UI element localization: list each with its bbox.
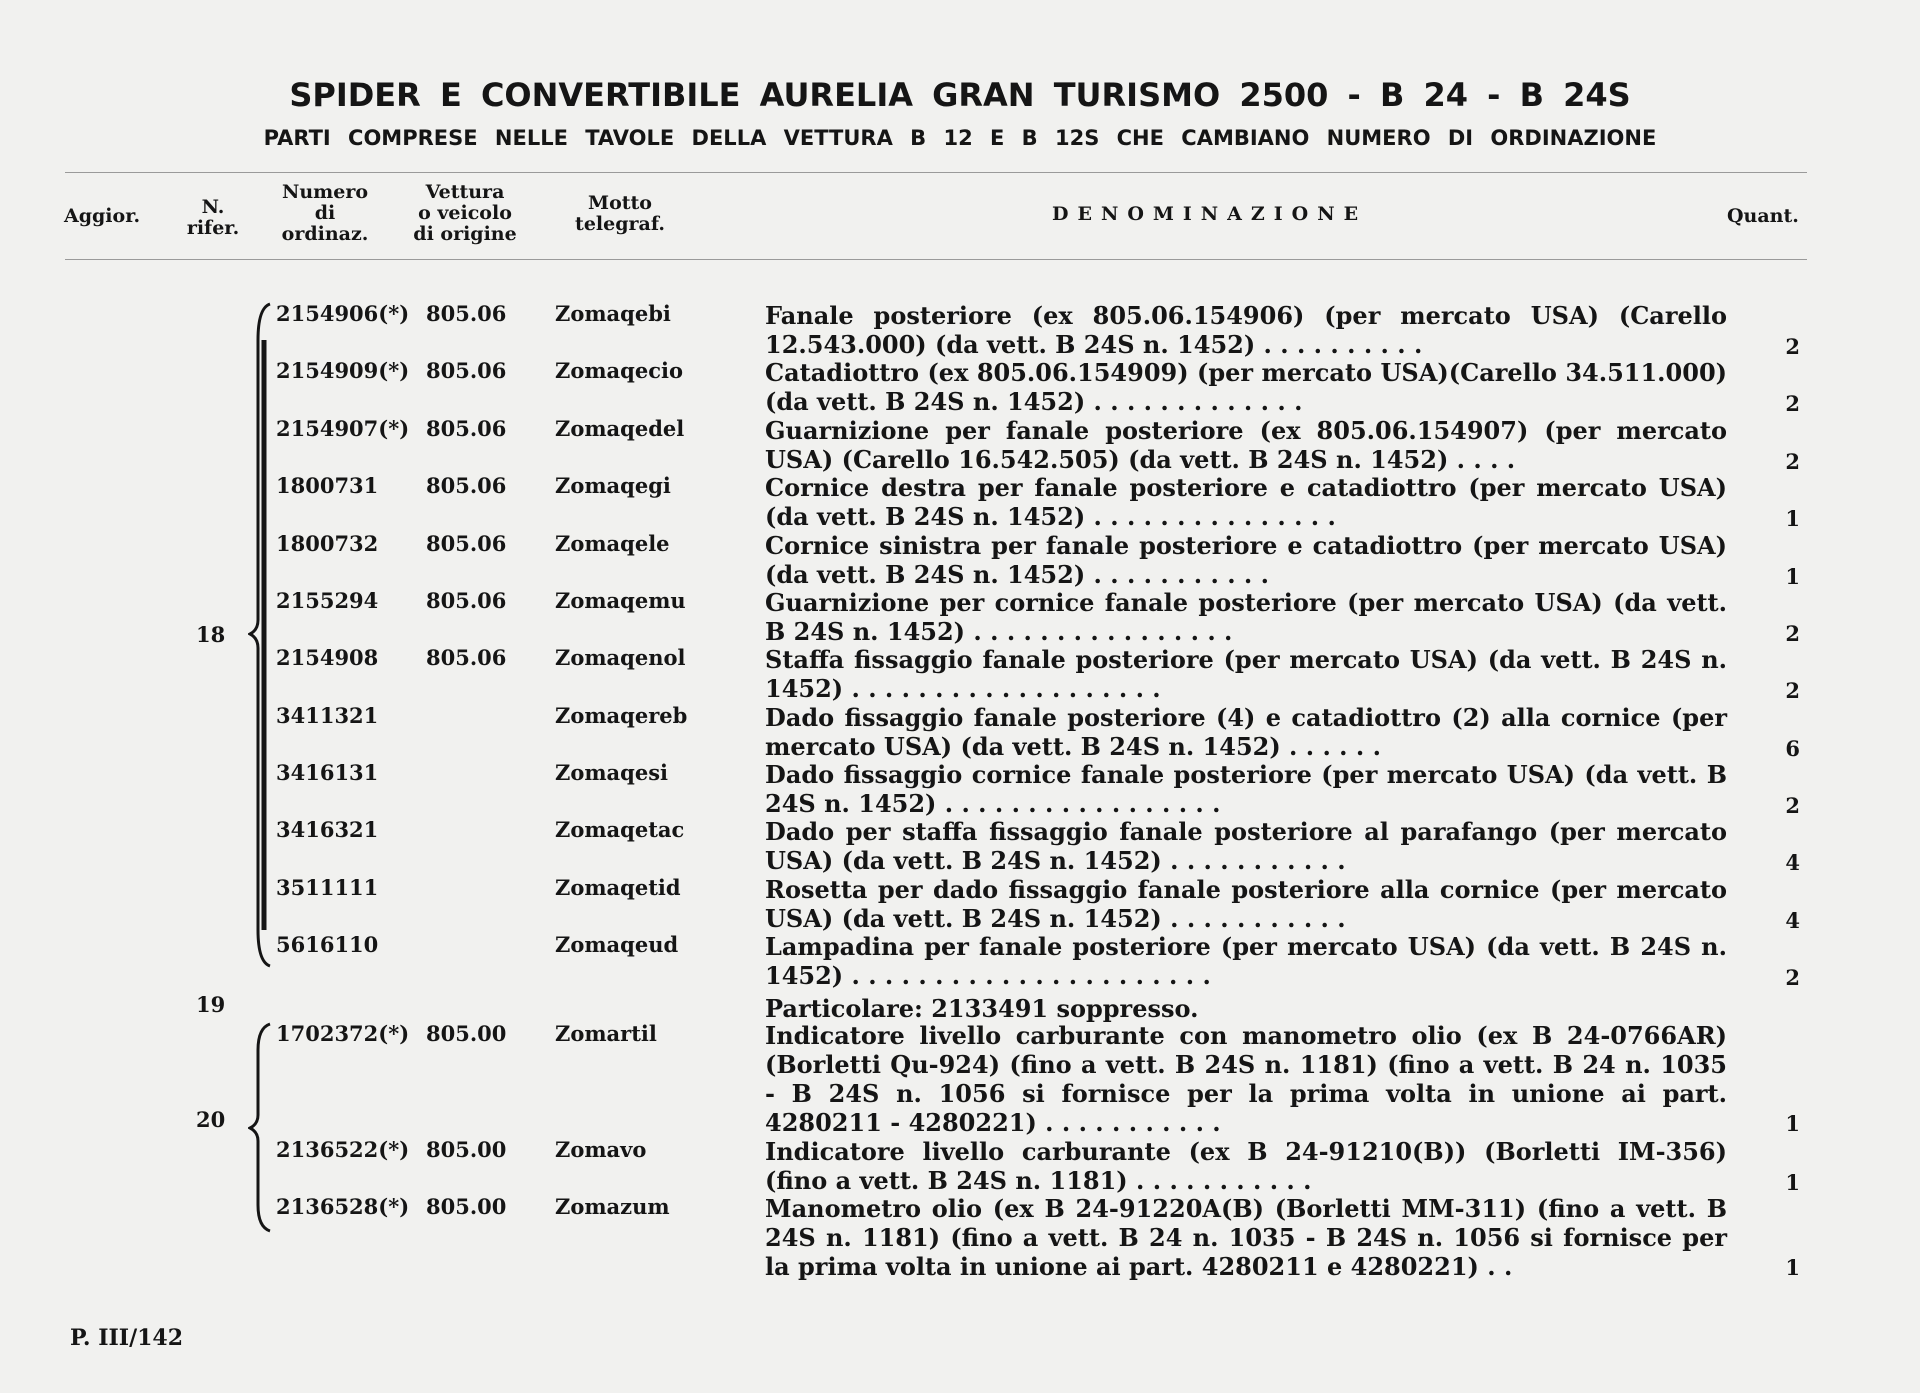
- header-rule-bottom: [65, 259, 1807, 260]
- telegraph-code: Zomaqeud: [555, 932, 679, 957]
- telegraph-code: Zomaqele: [555, 531, 670, 556]
- table-row: [0, 703, 1920, 761]
- order-number: 1800731: [276, 473, 379, 498]
- vehicle-origin: 805.06: [426, 416, 507, 441]
- table-row: [0, 473, 1920, 531]
- quantity: 1: [1785, 1255, 1800, 1280]
- description: Rosetta per dado fissaggio fanale posteriore alla cornice (per mercato USA) (da vett. B 24S n. 1452) . . . . . . . . . . .: [765, 875, 1727, 933]
- col-header-rifer-line1: N.: [201, 196, 225, 218]
- header-rule-top: [65, 172, 1807, 173]
- vehicle-origin: 805.06: [426, 588, 507, 613]
- description: Indicatore livello carburante (ex B 24-91210(B)) (Borletti IM-356) (fino a vett. B 24S n. 1181) . . . . . . . . . . .: [765, 1137, 1727, 1195]
- telegraph-code: Zomaqebi: [555, 301, 671, 326]
- description: Staffa fissaggio fanale posteriore (per mercato USA) (da vett. B 24S n. 1452) . . . . . . . . . . . . . . . . . . .: [765, 645, 1727, 703]
- col-header-vettura-line1: Vettura: [425, 181, 505, 203]
- description: Lampadina per fanale posteriore (per mercato USA) (da vett. B 24S n. 1452) . . . . . . . . . . . . . . . . . . . . . .: [765, 932, 1727, 990]
- vehicle-origin: 805.00: [426, 1194, 507, 1219]
- order-number: 3416321: [276, 817, 379, 842]
- order-number: 1800732: [276, 531, 379, 556]
- description: Guarnizione per cornice fanale posteriore (per mercato USA) (da vett. B 24S n. 1452) . . . . . . . . . . . . . . . .: [765, 588, 1727, 646]
- telegraph-code: Zomaqesi: [555, 760, 669, 785]
- table-row: [0, 760, 1920, 818]
- quantity: 1: [1785, 564, 1800, 589]
- table-row: [0, 301, 1920, 359]
- col-header-numero-line3: ordinaz.: [281, 223, 369, 245]
- quantity: 2: [1785, 678, 1800, 703]
- telegraph-code: Zomaqegi: [555, 473, 671, 498]
- group-ref-20: 20: [196, 1107, 226, 1132]
- quantity: 2: [1785, 965, 1800, 990]
- vehicle-origin: 805.00: [426, 1021, 507, 1046]
- col-header-vettura: [405, 182, 525, 245]
- page-title: SPIDER E CONVERTIBILE AURELIA GRAN TURISMO 2500 - B 24 - B 24S: [289, 76, 1631, 114]
- table-row: [0, 875, 1920, 933]
- col-header-motto-line1: Motto: [588, 192, 652, 214]
- description: Cornice sinistra per fanale posteriore e catadiottro (per mercato USA) (da vett. B 24S n. 1452) . . . . . . . . . . .: [765, 531, 1727, 589]
- description: Particolare: 2133491 soppresso.: [765, 994, 1199, 1023]
- quantity: 2: [1785, 334, 1800, 359]
- page-subtitle: PARTI COMPRESE NELLE TAVOLE DELLA VETTURA B 12 E B 12S CHE CAMBIANO NUMERO DI ORDINAZIONE: [263, 126, 1657, 150]
- col-header-numero-line2: di: [314, 202, 336, 224]
- col-header-motto-line2: telegraf.: [575, 213, 665, 235]
- telegraph-code: Zomaqetid: [555, 875, 681, 900]
- table-row: [0, 994, 1920, 1024]
- col-header-denominazione: DENOMINAZIONE: [1052, 203, 1368, 225]
- col-header-numero-line1: Numero: [281, 181, 369, 203]
- quantity: 2: [1785, 449, 1800, 474]
- table-row: [0, 817, 1920, 875]
- vehicle-origin: 805.00: [426, 1137, 507, 1162]
- order-number: 2154906(*): [276, 301, 410, 326]
- order-number: 2154908: [276, 645, 379, 670]
- description: Manometro olio (ex B 24-91220A(B) (Borletti MM-311) (fino a vett. B 24S n. 1181) (fino a vett. B 24 n. 1035 - B 24S n. 1056 si fornisce per la prima volta in unione ai part. 4280211 e 4280221) . .: [765, 1194, 1727, 1281]
- order-number: 1702372(*): [276, 1021, 410, 1046]
- col-header-rifer-line2: rifer.: [186, 217, 240, 239]
- description: Dado per staffa fissaggio fanale posteriore al parafango (per mercato USA) (da vett. B 24S n. 1452) . . . . . . . . . . .: [765, 817, 1727, 875]
- telegraph-code: Zomaqemu: [555, 588, 686, 613]
- table-row: [0, 1194, 1920, 1282]
- telegraph-code: Zomaqenol: [555, 645, 686, 670]
- telegraph-code: Zomaqereb: [555, 703, 688, 728]
- quantity: 4: [1785, 850, 1800, 875]
- table-row: [0, 531, 1920, 589]
- description: Catadiottro (ex 805.06.154909) (per mercato USA)(Carello 34.511.000) (da vett. B 24S n. 1452) . . . . . . . . . . . . .: [765, 358, 1727, 416]
- table-row: [0, 1021, 1920, 1136]
- telegraph-code: Zomavo: [555, 1137, 647, 1162]
- quantity: 1: [1785, 1170, 1800, 1195]
- col-header-vettura-line2: o veicolo: [418, 202, 512, 224]
- description: Cornice destra per fanale posteriore e catadiottro (per mercato USA) (da vett. B 24S n. 1452) . . . . . . . . . . . . . . .: [765, 473, 1727, 531]
- table-row: [0, 588, 1920, 646]
- order-number: 5616110: [276, 932, 379, 957]
- table-row: [0, 645, 1920, 703]
- table-row: [0, 1137, 1920, 1195]
- col-header-aggior: Aggior.: [64, 205, 141, 227]
- vehicle-origin: 805.06: [426, 645, 507, 670]
- order-number: 3411321: [276, 703, 379, 728]
- telegraph-code: Zomaqetac: [555, 817, 685, 842]
- order-number: 2154909(*): [276, 358, 410, 383]
- order-number: 3511111: [276, 875, 379, 900]
- quantity: 2: [1785, 391, 1800, 416]
- col-header-quant: Quant.: [1727, 205, 1799, 227]
- quantity: 1: [1785, 1111, 1800, 1136]
- order-number: 2154907(*): [276, 416, 410, 441]
- description: Dado fissaggio cornice fanale posteriore (per mercato USA) (da vett. B 24S n. 1452) . . . . . . . . . . . . . . . . .: [765, 760, 1727, 818]
- col-header-numero: [270, 182, 380, 245]
- col-header-motto: [565, 193, 675, 235]
- telegraph-code: Zomaqedel: [555, 416, 685, 441]
- vehicle-origin: 805.06: [426, 473, 507, 498]
- group-ref-19: 19: [196, 992, 226, 1017]
- telegraph-code: Zomaqecio: [555, 358, 683, 383]
- description: Guarnizione per fanale posteriore (ex 805.06.154907) (per mercato USA) (Carello 16.542.505) (da vett. B 24S n. 1452) . . . .: [765, 416, 1727, 474]
- telegraph-code: Zomazum: [555, 1194, 670, 1219]
- vehicle-origin: 805.06: [426, 301, 507, 326]
- page-number: P. III/142: [70, 1325, 184, 1351]
- quantity: 2: [1785, 621, 1800, 646]
- table-row: [0, 416, 1920, 474]
- order-number: 3416131: [276, 760, 379, 785]
- group-ref-18: 18: [196, 622, 226, 647]
- quantity: 4: [1785, 908, 1800, 933]
- col-header-rifer: [183, 197, 243, 239]
- vehicle-origin: 805.06: [426, 531, 507, 556]
- vehicle-origin: 805.06: [426, 358, 507, 383]
- quantity: 6: [1785, 736, 1800, 761]
- description: Indicatore livello carburante con manometro olio (ex B 24-0766AR) (Borletti Qu-924) (fino a vett. B 24S n. 1181) (fino a vett. B 24 n. 1035 - B 24S n. 1056 si fornisce per la prima volta in unione ai part. 4280211 - 4280221) . . . . . . . . . . .: [765, 1021, 1727, 1137]
- description: Dado fissaggio fanale posteriore (4) e catadiottro (2) alla cornice (per mercato USA) (da vett. B 24S n. 1452) . . . . . .: [765, 703, 1727, 761]
- description: Fanale posteriore (ex 805.06.154906) (per mercato USA) (Carello 12.543.000) (da vett. B 24S n. 1452) . . . . . . . . . .: [765, 301, 1727, 359]
- telegraph-code: Zomartil: [555, 1021, 657, 1046]
- quantity: 1: [1785, 506, 1800, 531]
- quantity: 2: [1785, 793, 1800, 818]
- table-row: [0, 932, 1920, 990]
- col-header-vettura-line3: di origine: [413, 223, 517, 245]
- order-number: 2136522(*): [276, 1137, 410, 1162]
- order-number: 2155294: [276, 588, 379, 613]
- table-row: [0, 358, 1920, 416]
- order-number: 2136528(*): [276, 1194, 410, 1219]
